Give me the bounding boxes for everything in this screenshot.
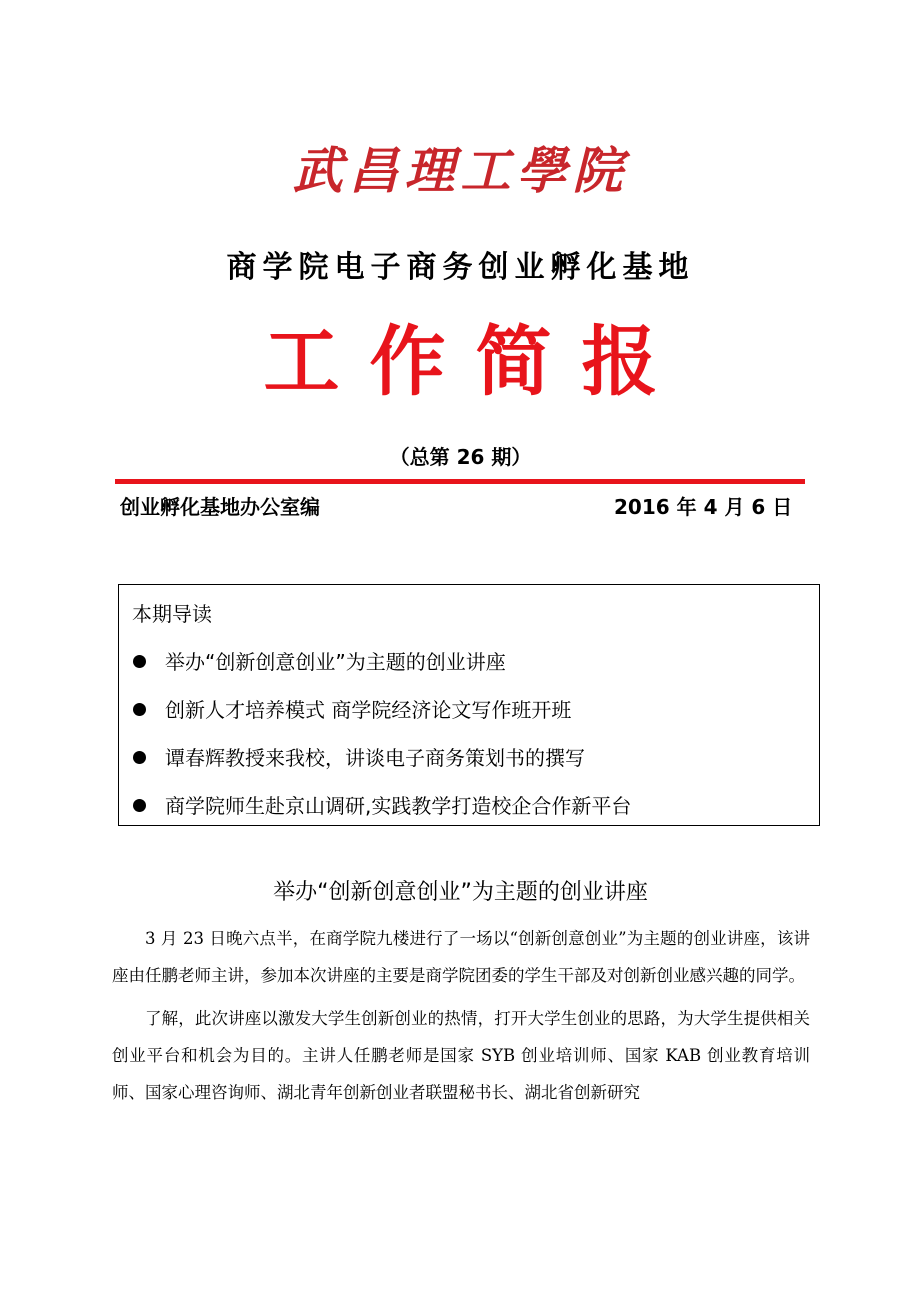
toc-list xyxy=(133,647,631,839)
toc-item[interactable] xyxy=(133,743,631,791)
org-title: 商学院电子商务创业孵化基地 xyxy=(226,250,695,285)
header-divider xyxy=(115,479,805,484)
toc-item[interactable] xyxy=(133,695,631,743)
toc-item-label: 谭春辉教授来我校，讲谈电子商务策划书的撰写 xyxy=(165,746,585,770)
bulletin-masthead: 工作简报 xyxy=(263,317,688,406)
bullet-icon xyxy=(133,751,146,764)
publish-date: 2016 年 4 月 6 日 xyxy=(614,495,793,519)
toc-heading: 本期导读 xyxy=(132,602,212,626)
toc-item-label: 商学院师生赴京山调研,实践教学打造校企合作新平台 xyxy=(165,794,632,818)
toc-item-label: 创新人才培养模式 商学院经济论文写作班开班 xyxy=(165,698,572,722)
editor-line: 创业孵化基地办公室编 xyxy=(120,495,320,519)
article-title: 举办“创新创意创业”为主题的创业讲座 xyxy=(273,880,648,905)
toc-item-label: 举办“创新创意创业”为主题的创业讲座 xyxy=(165,650,506,674)
bullet-icon xyxy=(133,703,146,716)
issue-number: （总第 26 期） xyxy=(389,445,532,469)
bullet-icon xyxy=(133,655,146,668)
article-body xyxy=(112,920,810,1117)
article-paragraph: 了解，此次讲座以激发大学生创新创业的热情，打开大学生创业的思路，为大学生提供相关创业平台和机会为目的。主讲人任鹏老师是国家 SYB 创业培训师、国家 KAB 创业教育培训师、国家心理咨询师、湖北青年创新创业者联盟秘书长、湖北省创新研究 xyxy=(112,1009,810,1102)
bullet-icon xyxy=(133,799,146,812)
article-paragraph: 3 月 23 日晚六点半，在商学院九楼进行了一场以“创新创意创业”为主题的创业讲座，该讲座由任鹏老师主讲，参加本次讲座的主要是商学院团委的学生干部及对创新创业感兴趣的同学。 xyxy=(112,929,810,985)
school-logo-calligraphy: 武昌理工學院 xyxy=(292,141,629,200)
toc-item[interactable] xyxy=(133,791,631,839)
toc-item[interactable] xyxy=(133,647,631,695)
table-of-contents xyxy=(118,584,820,826)
